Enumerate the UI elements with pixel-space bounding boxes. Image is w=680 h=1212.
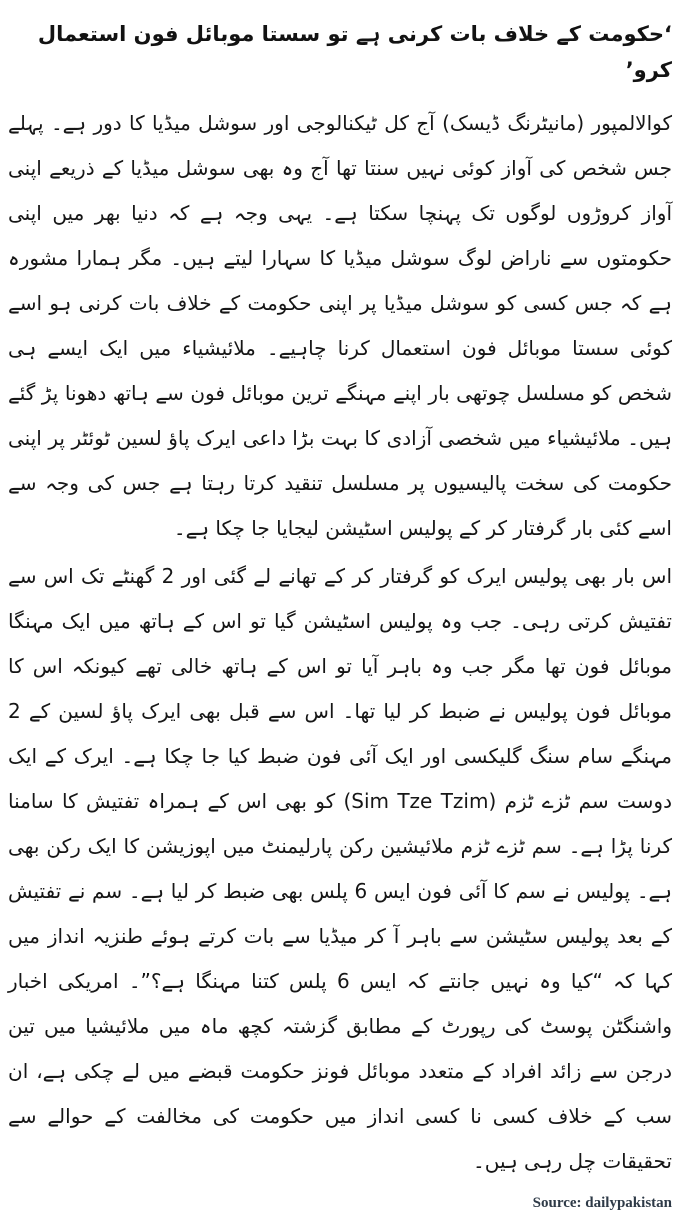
- article-paragraph-2: اس بار بھی پولیس ایرک کو گرفتار کر کے تھانے لے گئی اور 2 گھنٹے تک اس سے تفتیش کرتی رہی۔ جب وہ پولیس اسٹیشن گیا تو اس کے ہاتھ میں ایک مہنگا موبائل فون تھا مگر جب وہ باہر آیا تو اس کے ہاتھ خالی تھے کیونکہ اس کا موبائل فون پولیس نے ضبط کر لیا تھا۔ اس سے قبل بھی ایرک پاؤ لسین کے 2 مہنگے سام سنگ گلیکسی اور ایک آئی فون ضبط کیا جا چکا ہے۔ ایرک کے ایک دوست سم ٹزے ٹزم (Sim Tze Tzim) کو بھی اس کے ہمراہ تفتیش کا سامنا کرنا پڑا ہے۔ سم ٹزے ٹزم ملائیشین رکن پارلیمنٹ میں اپوزیشن کا ایک رکن بھی ہے۔ پولیس نے سم کا آئی فون ایس 6 پلس بھی ضبط کر لیا ہے۔ سم نے تفتیش کے بعد پولیس سٹیشن سے باہر آ کر میڈیا سے بات کرتے ہوئے طنزیہ انداز میں کہا کہ “کیا وہ نہیں جانتے کہ ایس 6 پلس کتنا مہنگا ہے؟”۔ امریکی اخبار واشنگٹن پوسٹ کی رپورٹ کے مطابق گزشتہ کچھ ماہ میں ملائیشیا میں تین درجن سے زائد افراد کے متعدد موبائل فونز حکومت قبضے میں لے چکی ہے، ان سب کے خلاف کسی نا کسی انداز میں حکومت کی مخالفت کے حوالے سے تحقیقات چل رہی ہیں۔: [8, 564, 673, 1173]
- article-source-credit: Source: dailypakistan: [532, 1195, 672, 1211]
- article-title: ‘حکومت کے خلاف بات کرنی ہے تو سستا موبائل فون استعمال کرو’: [37, 22, 672, 82]
- article-paragraph-1: کوالالمپور (مانیٹرنگ ڈیسک) آج کل ٹیکنالوجی اور سوشل میڈیا کا دور ہے۔ پہلے جس شخص کی آواز کوئی نہیں سنتا تھا آج وہ بھی سوشل میڈیا کے ذریعے اپنی آواز کروڑوں لوگوں تک پہنچا سکتا ہے۔ یہی وجہ ہے کہ دنیا بھر میں اپنی حکومتوں سے ناراض لوگ سوشل میڈیا کا سہارا لیتے ہیں۔ مگر ہمارا مشورہ ہے کہ جس کسی کو سوشل میڈیا پر اپنی حکومت کے خلاف بات کرنی ہو اسے کوئی سستا موبائل فون استعمال کرنا چاہیے۔ ملائیشیاء میں ایک ایسے ہی شخص کو مسلسل چوتھی بار اپنے مہنگے ترین موبائل فون سے ہاتھ دھونا پڑ گئے ہیں۔ ملائیشیاء میں شخصی آزادی کا بہت بڑا داعی ایرک پاؤ لسین ٹوئٹر پر اپنی حکومت کی سخت پالیسیوں پر مسلسل تنقید کرتا رہتا ہے جس کی وجہ سے اسے کئی بار گرفتار کر کے پولیس اسٹیشن لیجایا جا چکا ہے۔: [8, 111, 672, 540]
